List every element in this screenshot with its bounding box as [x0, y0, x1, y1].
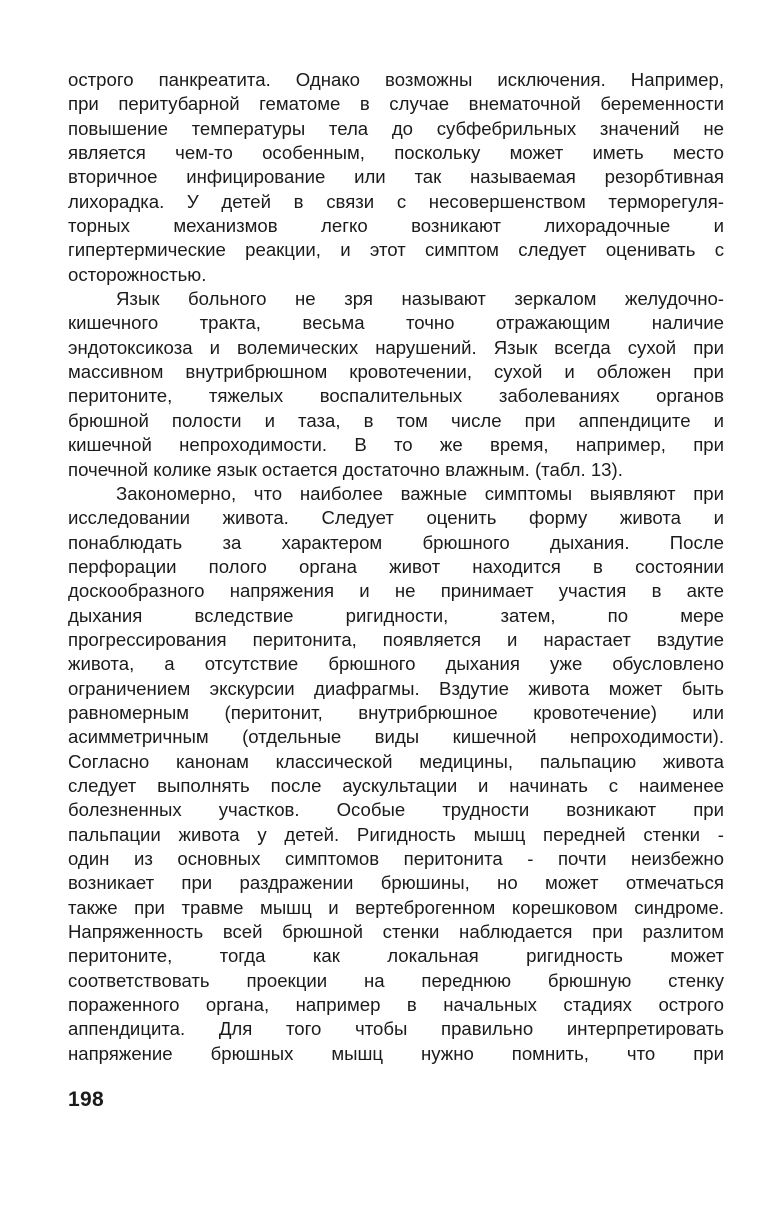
text-line: один из основных симптомов перитонита - почти неизбежно: [68, 848, 724, 869]
text-line: пальпации живота у детей. Ригидность мышц передней стенки -: [68, 823, 724, 845]
text-line: острого панкреатита. Однако возможны исключения. Например,: [68, 69, 724, 90]
text-line: повышение температуры тела до субфебрильных значений не: [68, 117, 724, 139]
text-line: понаблюдать за характером брюшного дыхания. После: [68, 531, 724, 553]
text-line: болезненных участков. Особые трудности возникают при: [68, 799, 724, 821]
text-line: асимметричным (отдельные виды кишечной непроходимости).: [68, 726, 724, 748]
text-line: дыхания вследствие ригидности, затем, по мере: [68, 604, 724, 626]
text-line: живота, а отсутствие брюшного дыхания уже обусловлено: [68, 653, 724, 675]
paragraph: [68, 482, 724, 1066]
text-line: лихорадка. У детей в связи с несовершенством терморегуля-: [68, 190, 724, 212]
text-line: следует выполнять после аускультации и начинать с наименее: [68, 774, 724, 796]
text-line: ограничением экскурсии диафрагмы. Вздутие живота может быть: [68, 677, 724, 699]
paragraph: [68, 287, 724, 482]
text-line: торных механизмов легко возникают лихорадочные и: [68, 215, 724, 237]
text-line: почечной колике язык остается достаточно влажным. (табл. 13).: [68, 458, 623, 480]
paragraph: [68, 68, 724, 287]
text-line: массивном внутрибрюшном кровотечении, сухой и обложен при: [68, 361, 724, 383]
body-text: [68, 68, 724, 1066]
text-line: аппендицита. Для того чтобы правильно интерпретировать: [68, 1018, 724, 1040]
text-line: соответствовать проекции на переднюю брюшную стенку: [68, 969, 724, 991]
text-line: брюшной полости и таза, в том числе при аппендиците и: [68, 409, 724, 431]
text-line: перитоните, тогда как локальная ригидность может: [68, 945, 724, 967]
text-line: пораженного органа, например в начальных стадиях острого: [68, 994, 724, 1016]
text-line: Напряженность всей брюшной стенки наблюдается при разлитом: [68, 921, 724, 943]
text-line: кишечного тракта, весьма точно отражающим наличие: [68, 312, 724, 334]
text-line: Язык больного не зря называют зеркалом желудочно-: [116, 288, 724, 310]
text-line: напряжение брюшных мышц нужно помнить, что при: [68, 1042, 724, 1064]
text-line: вторичное инфицирование или так называемая резорбтивная: [68, 166, 724, 188]
text-line: осторожностью.: [68, 263, 207, 285]
text-line: исследовании живота. Следует оценить форму живота и: [68, 507, 724, 529]
text-line: перфорации полого органа живот находится в состоянии: [68, 555, 724, 577]
text-line: эндотоксикоза и волемических нарушений. Язык всегда сухой при: [68, 336, 724, 358]
text-line: кишечной непроходимости. В то же время, например, при: [68, 434, 724, 456]
text-line: Согласно канонам классической медицины, пальпацию живота: [68, 750, 724, 772]
text-line: является чем-то особенным, поскольку может иметь место: [68, 142, 724, 164]
text-line: перитоните, тяжелых воспалительных заболеваниях органов: [68, 385, 724, 407]
text-line: гипертермические реакции, и этот симптом следует оценивать с: [68, 239, 724, 261]
text-line: Закономерно, что наиболее важные симптомы выявляют при: [116, 482, 724, 504]
text-line: возникает при раздражении брюшины, но может отмечаться: [68, 872, 724, 894]
text-line: доскообразного напряжения и не принимает участия в акте: [68, 580, 724, 602]
text-line: при перитубарной гематоме в случае внематочной беременности: [68, 93, 724, 115]
text-line: прогрессирования перитонита, появляется и нарастает вздутие: [68, 628, 724, 650]
text-line: равномерным (перитонит, внутрибрюшное кровотечение) или: [68, 701, 724, 723]
text-line: также при травме мышц и вертеброгенном корешковом синдроме.: [68, 896, 724, 918]
page-number: 198: [68, 1088, 104, 1111]
